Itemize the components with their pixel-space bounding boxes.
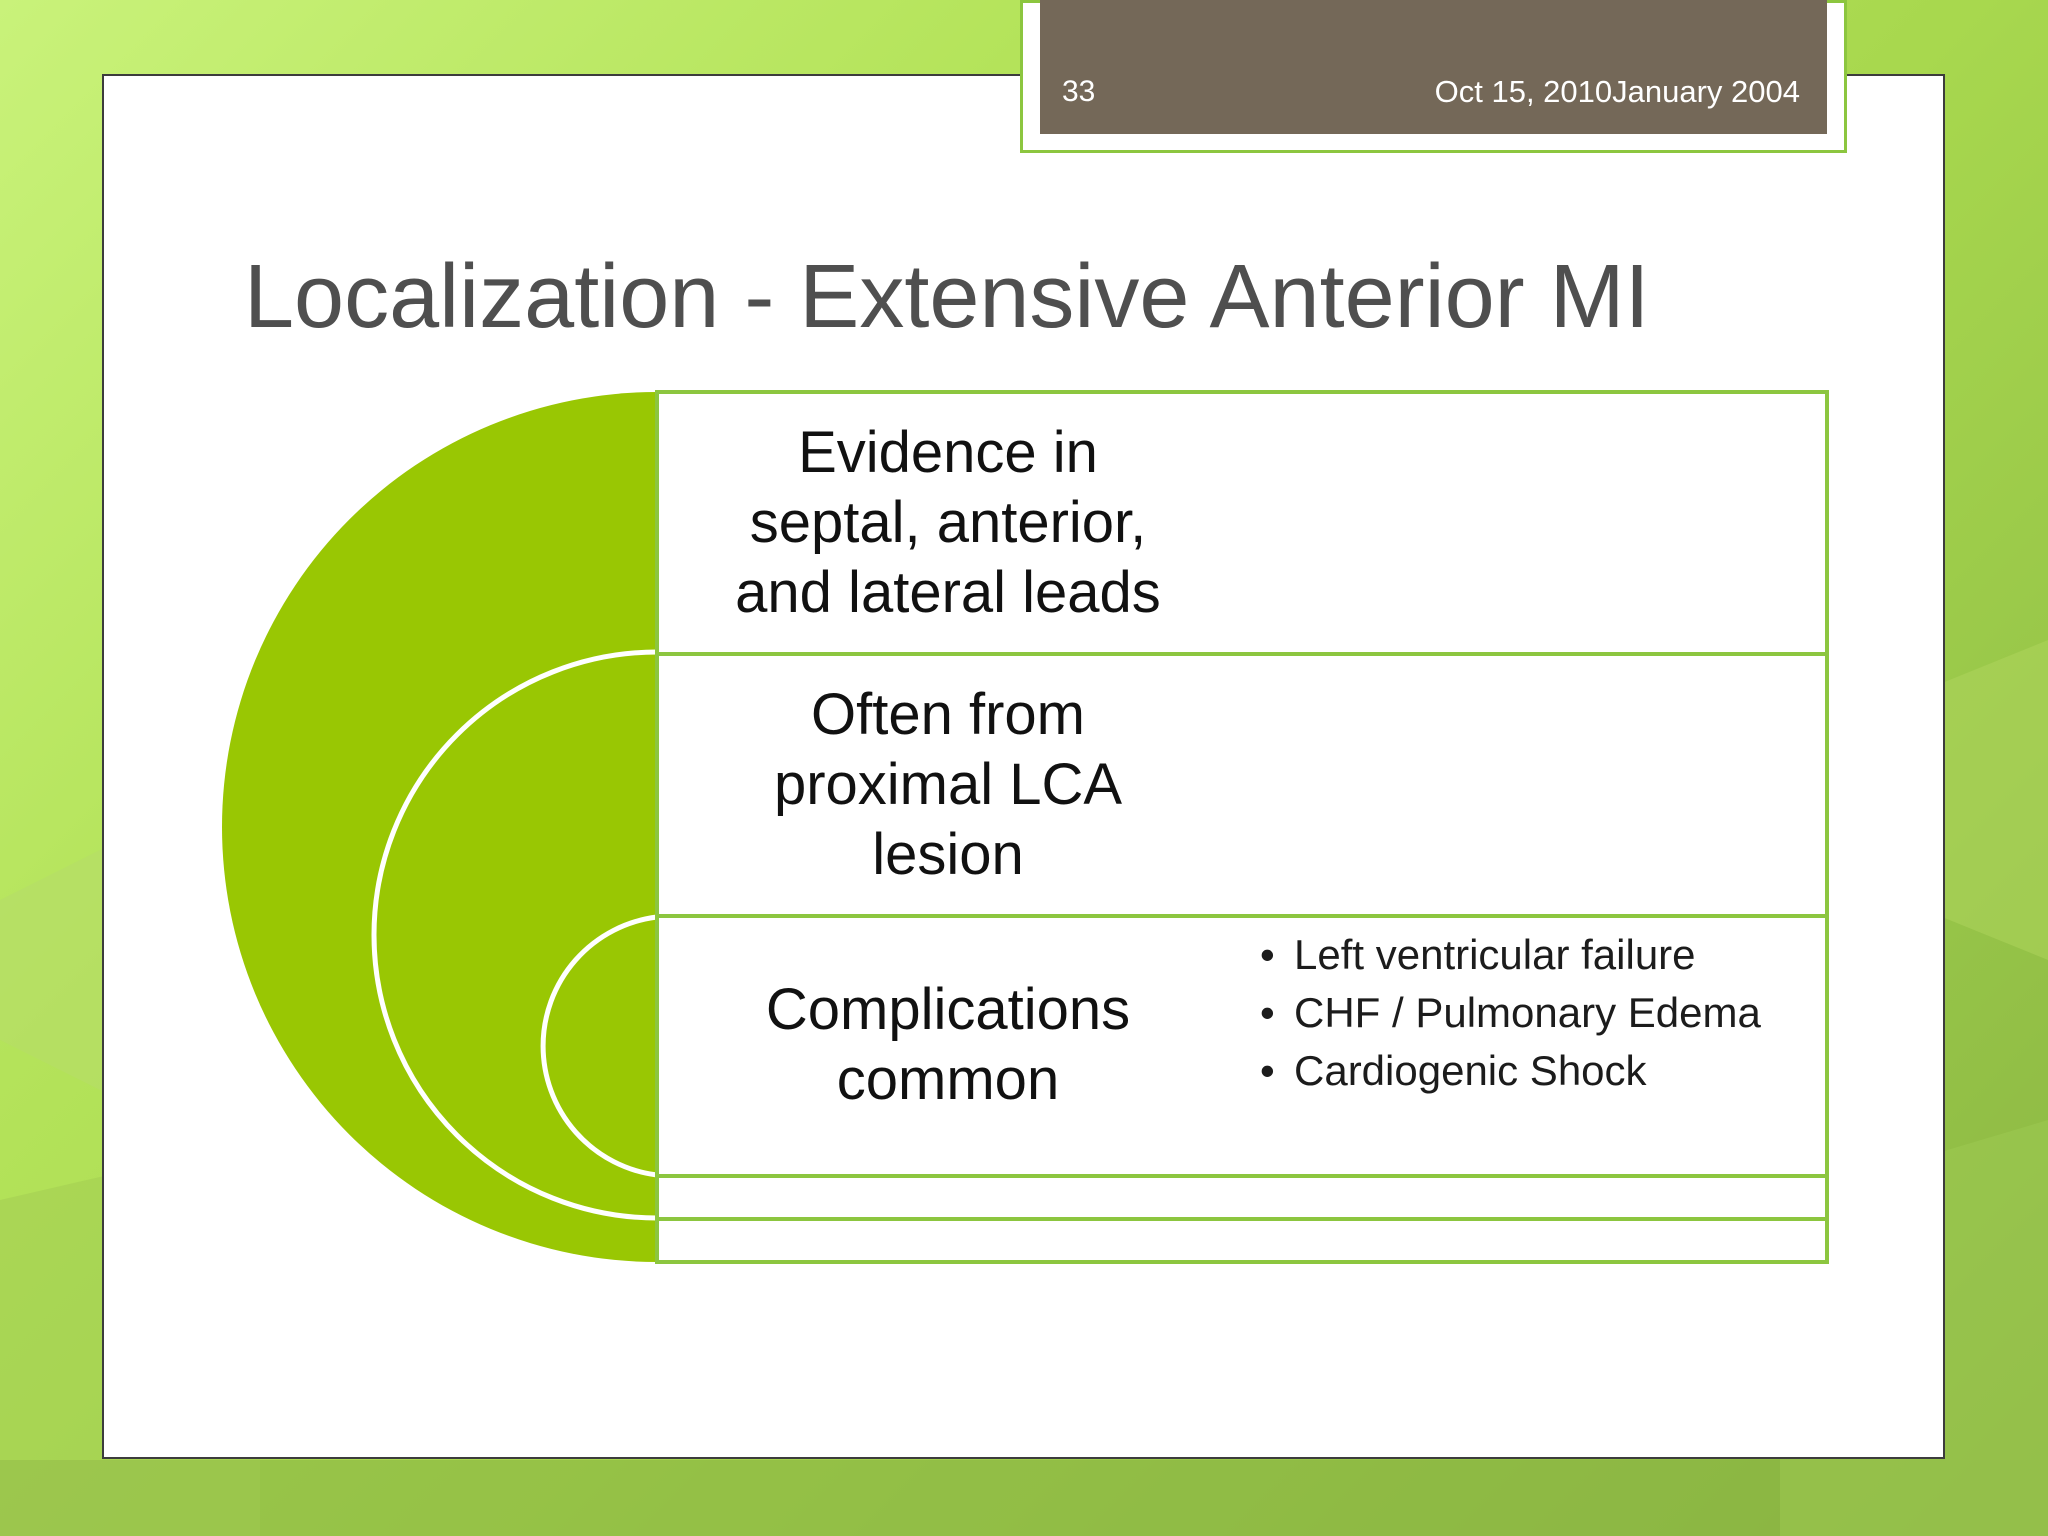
slide-title: Localization - Extensive Anterior MI [244, 247, 1650, 347]
complications-list [1260, 930, 1820, 1104]
slide-number: 33 [1062, 75, 1096, 108]
row-box-5 [657, 1219, 1827, 1262]
row-label-origin: Often from proximal LCA lesion [773, 682, 1123, 887]
slide-date: Oct 15, 2010January 2004 [1434, 74, 1800, 109]
row-box-4 [657, 1176, 1827, 1219]
row-label-complications: Complications common [765, 977, 1131, 1112]
row-label-evidence: Evidence in septal, anterior, and lateral leads [735, 420, 1161, 625]
list-item: • CHF / Pulmonary Edema [1260, 988, 1820, 1038]
outer-arc [222, 392, 657, 1262]
list-item: • Cardiogenic Shock [1260, 1046, 1820, 1096]
list-item: • Left ventricular failure [1260, 930, 1820, 980]
